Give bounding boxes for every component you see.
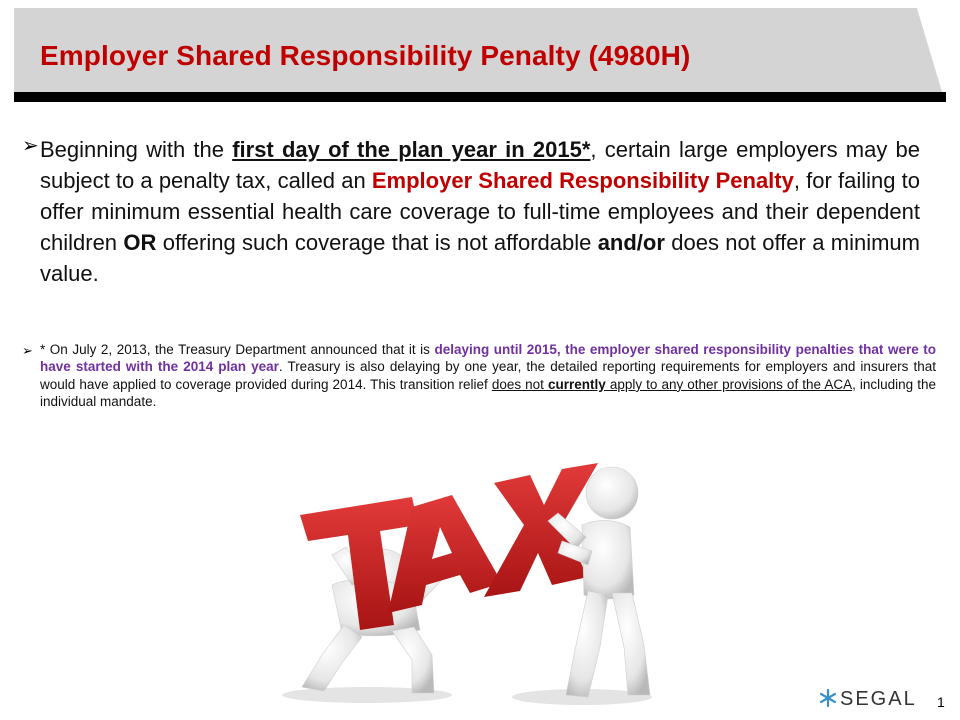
aca-underline: apply to any other provisions of the ACA: [605, 376, 853, 392]
bullet-main-seg: Beginning with the: [40, 137, 233, 162]
note-seg: . Treasury is also delaying by one year, the detailed reporting requirements for employers and insurers that would have applied to coverage provided during 2014. This transition relief: [40, 359, 936, 392]
segal-star-icon: [818, 688, 838, 708]
currently-emphasis: currently: [548, 376, 606, 392]
page-number: 1: [937, 694, 945, 710]
note-seg: * On July 2, 2013, the Treasury Department announced that it is: [40, 342, 435, 357]
title-divider: [14, 92, 946, 102]
logo-text: SEGAL: [840, 688, 917, 710]
note-seg: , including the individual mandate.: [40, 376, 937, 410]
tax-burden-illustration: [262, 455, 682, 710]
bullet-main-seg: , certain large employers may be subject to a penalty tax, called an: [40, 137, 921, 193]
and-or-emphasis: and/or: [597, 230, 665, 255]
segal-logo: [818, 686, 922, 712]
bullet-main-text: [40, 134, 920, 289]
arrow-bullet-icon: ➢: [22, 135, 39, 157]
bullet-main-seg: offering such coverage that is not affordable: [156, 230, 598, 255]
first-day-emphasis: first day of the plan year in 2015*: [232, 137, 591, 162]
slide-title: Employer Shared Responsibility Penalty (4980H): [40, 40, 691, 71]
bullet-main-seg: , for failing to offer minimum essential health care coverage to full-time employees and their dependent children: [40, 168, 920, 255]
does-not-underline: does not: [491, 376, 548, 392]
bullet-note-text: [40, 341, 936, 411]
delay-emphasis: delaying until 2015, the employer shared responsibility penalties that were to have started with the 2014 plan year: [40, 342, 937, 375]
bullet-main-seg: does not offer a minimum value.: [40, 230, 920, 286]
letter-x: [484, 463, 598, 597]
or-emphasis: OR: [123, 230, 157, 255]
arrow-bullet-icon: ➢: [22, 343, 33, 358]
penalty-name-emphasis: Employer Shared Responsibility Penalty: [371, 168, 794, 193]
